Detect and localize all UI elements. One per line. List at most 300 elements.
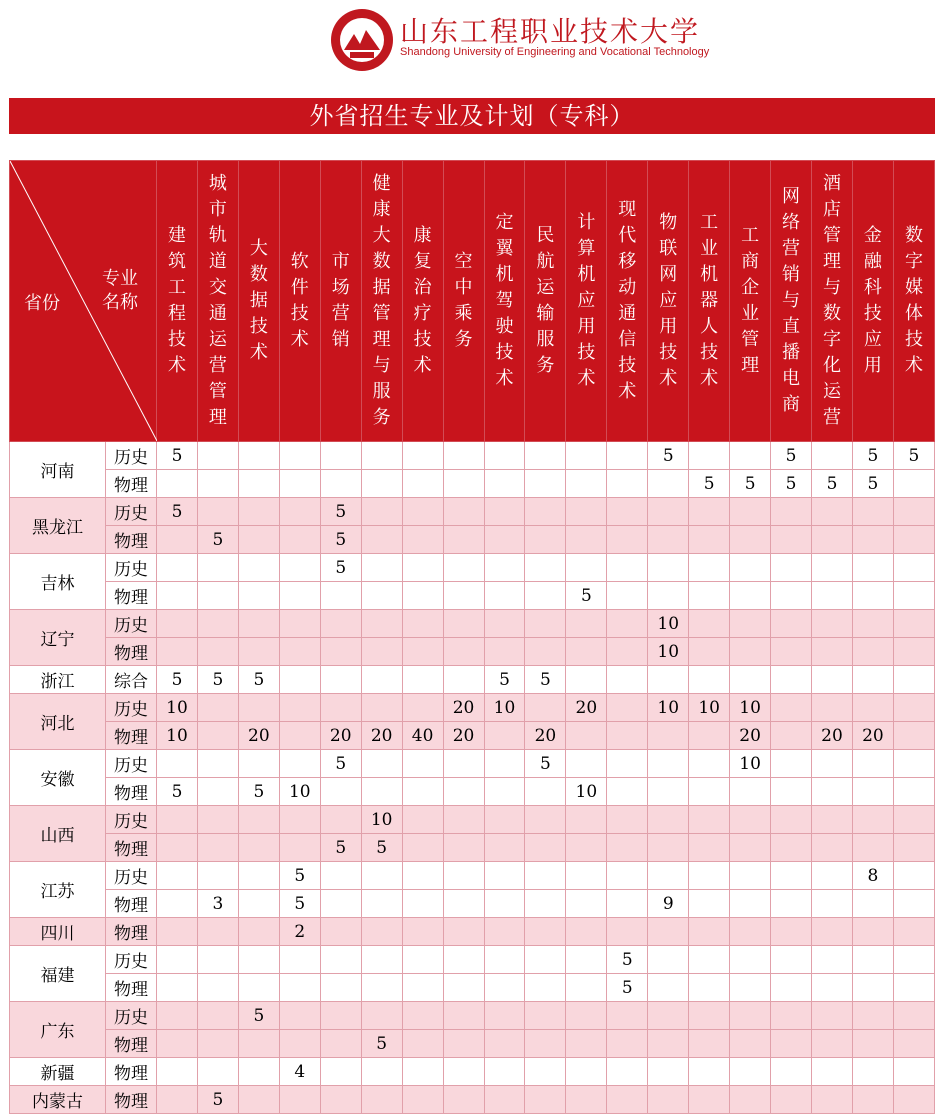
quota-cell [893,778,934,806]
quota-cell [730,974,771,1002]
quota-cell [443,1086,484,1114]
province-name: 黑龙江 [10,498,106,554]
subject-type: 物理 [106,526,157,554]
major-header-label: 网络营销与直播电商 [782,186,801,415]
quota-cell [771,778,812,806]
quota-cell [607,442,648,470]
quota-cell [607,862,648,890]
subject-type: 历史 [106,862,157,890]
province-name: 内蒙古 [10,1086,106,1114]
quota-cell [279,694,320,722]
table-row [10,974,935,1002]
quota-cell [893,862,934,890]
quota-cell [607,610,648,638]
quota-cell [157,610,198,638]
quota-cell [648,498,689,526]
quota-cell: 5 [607,974,648,1002]
quota-cell [566,638,607,666]
quota-cell: 5 [525,666,566,694]
quota-cell [320,1086,361,1114]
quota-cell [443,1002,484,1030]
quota-cell [607,722,648,750]
quota-cell [320,442,361,470]
quota-cell [730,666,771,694]
quota-cell [893,638,934,666]
quota-cell [648,750,689,778]
quota-cell [484,554,525,582]
quota-cell [730,806,771,834]
quota-cell [484,442,525,470]
quota-cell [607,638,648,666]
quota-cell [402,442,443,470]
major-header-label: 软件技术 [290,251,309,350]
quota-cell: 10 [484,694,525,722]
quota-cell [812,834,853,862]
quota-cell [525,918,566,946]
quota-cell [607,694,648,722]
quota-cell: 5 [648,442,689,470]
quota-cell [566,1002,607,1030]
quota-cell [771,1030,812,1058]
quota-cell [893,1058,934,1086]
table-row [10,918,935,946]
quota-cell: 5 [157,498,198,526]
quota-cell [730,1030,771,1058]
quota-cell: 20 [238,722,279,750]
quota-cell [893,1086,934,1114]
quota-cell [279,834,320,862]
quota-cell [361,526,402,554]
quota-cell [566,834,607,862]
quota-cell [402,638,443,666]
major-header [361,161,402,442]
quota-cell [525,1030,566,1058]
quota-cell [157,526,198,554]
major-header [648,161,689,442]
quota-cell [238,498,279,526]
major-header-label: 金融科技应用 [863,225,882,376]
quota-cell [730,890,771,918]
quota-cell [607,582,648,610]
quota-cell [197,722,238,750]
quota-cell [607,1002,648,1030]
quota-cell [197,862,238,890]
quota-cell [852,694,893,722]
quota-cell [566,806,607,834]
quota-cell [893,890,934,918]
quota-cell: 5 [771,442,812,470]
quota-cell [157,918,198,946]
quota-cell [157,582,198,610]
quota-cell: 10 [730,694,771,722]
major-header [771,161,812,442]
quota-cell [443,1058,484,1086]
table-row [10,1002,935,1030]
table-row [10,806,935,834]
quota-cell [443,582,484,610]
quota-cell [730,442,771,470]
quota-cell [238,470,279,498]
quota-cell [689,750,730,778]
subject-type: 历史 [106,554,157,582]
major-header-label: 酒店管理与数字化运营 [822,173,841,428]
quota-cell [320,1002,361,1030]
quota-cell [566,974,607,1002]
quota-cell [402,778,443,806]
quota-cell [402,806,443,834]
quota-cell [852,610,893,638]
quota-cell [484,638,525,666]
quota-cell [771,638,812,666]
quota-cell [648,666,689,694]
quota-cell [812,666,853,694]
quota-cell [443,470,484,498]
major-header [893,161,934,442]
header-corner-cell [10,161,157,442]
table-row [10,778,935,806]
quota-cell [771,1002,812,1030]
quota-cell [648,526,689,554]
quota-cell [361,890,402,918]
quota-cell [771,834,812,862]
quota-cell [484,1058,525,1086]
quota-cell [771,554,812,582]
major-header-label: 民航运输服务 [536,225,555,376]
subject-type: 物理 [106,974,157,1002]
major-header-label: 康复治疗技术 [413,225,432,376]
quota-cell [484,806,525,834]
quota-cell [484,498,525,526]
quota-cell [730,1002,771,1030]
quota-cell [607,750,648,778]
quota-cell [771,610,812,638]
province-name: 福建 [10,946,106,1002]
quota-cell: 5 [320,554,361,582]
quota-cell [443,890,484,918]
quota-cell [566,946,607,974]
quota-cell [157,890,198,918]
university-name-en: Shandong University of Engineering and Vocational Technology [400,46,710,58]
major-header-label: 工商企业管理 [741,225,760,376]
quota-cell [402,918,443,946]
quota-cell [852,638,893,666]
quota-cell [893,666,934,694]
quota-cell: 10 [361,806,402,834]
quota-cell [812,1086,853,1114]
major-header [279,161,320,442]
quota-cell [361,442,402,470]
quota-cell [607,498,648,526]
quota-cell [812,946,853,974]
quota-cell: 20 [443,694,484,722]
quota-cell [648,1002,689,1030]
quota-cell [320,638,361,666]
quota-cell [689,918,730,946]
quota-cell [730,526,771,554]
subject-type: 物理 [106,638,157,666]
quota-cell [197,806,238,834]
quota-cell [157,470,198,498]
quota-cell [238,806,279,834]
quota-cell [157,1086,198,1114]
quota-cell: 5 [320,498,361,526]
quota-cell [812,638,853,666]
major-header [852,161,893,442]
quota-cell [607,890,648,918]
quota-cell [484,470,525,498]
quota-cell [238,442,279,470]
table-row [10,470,935,498]
major-header-label: 建筑工程技术 [167,225,186,376]
quota-cell [197,918,238,946]
quota-cell [689,1058,730,1086]
quota-cell [361,582,402,610]
quota-cell [525,806,566,834]
quota-cell [893,946,934,974]
quota-cell [852,974,893,1002]
province-name: 安徽 [10,750,106,806]
quota-cell [197,834,238,862]
quota-cell [812,778,853,806]
quota-cell [730,638,771,666]
subject-type: 物理 [106,778,157,806]
quota-cell [852,582,893,610]
quota-cell: 5 [852,442,893,470]
quota-cell: 5 [279,862,320,890]
quota-cell [484,974,525,1002]
quota-cell [484,610,525,638]
quota-cell: 5 [197,526,238,554]
major-header [402,161,443,442]
quota-cell [730,778,771,806]
quota-cell: 5 [320,834,361,862]
subject-type: 物理 [106,834,157,862]
quota-cell: 5 [771,470,812,498]
quota-cell [648,1030,689,1058]
quota-cell: 10 [648,610,689,638]
quota-cell [279,470,320,498]
major-header-label: 大数据技术 [249,238,268,363]
quota-cell [197,498,238,526]
quota-cell [361,610,402,638]
quota-cell [361,554,402,582]
quota-cell [893,526,934,554]
quota-cell [566,722,607,750]
quota-cell [771,946,812,974]
quota-cell [197,1030,238,1058]
quota-cell [238,582,279,610]
university-seal-icon [330,8,394,72]
quota-cell [607,470,648,498]
quota-cell [157,946,198,974]
quota-cell [402,470,443,498]
table-row [10,722,935,750]
quota-cell: 5 [566,582,607,610]
quota-cell [607,666,648,694]
quota-cell [525,582,566,610]
quota-cell [402,1002,443,1030]
quota-cell [525,470,566,498]
quota-cell [852,1002,893,1030]
quota-cell [771,666,812,694]
quota-cell: 5 [238,666,279,694]
province-name: 河北 [10,694,106,750]
quota-cell [689,442,730,470]
major-header [812,161,853,442]
subject-type: 历史 [106,498,157,526]
quota-cell [525,778,566,806]
quota-cell [402,498,443,526]
quota-cell [812,1030,853,1058]
quota-cell [361,974,402,1002]
quota-cell [238,638,279,666]
major-header [197,161,238,442]
quota-cell: 5 [157,778,198,806]
quota-cell [771,862,812,890]
quota-cell [279,722,320,750]
quota-cell: 10 [730,750,771,778]
quota-cell: 20 [361,722,402,750]
quota-cell [730,582,771,610]
quota-cell [689,526,730,554]
quota-cell [197,582,238,610]
quota-cell [484,722,525,750]
subject-type: 物理 [106,722,157,750]
quota-cell [771,750,812,778]
quota-cell: 20 [525,722,566,750]
quota-cell [402,610,443,638]
table-row [10,554,935,582]
quota-cell [279,498,320,526]
quota-cell [852,946,893,974]
quota-cell [279,610,320,638]
quota-cell [812,890,853,918]
quota-cell [730,554,771,582]
subject-type: 物理 [106,470,157,498]
quota-cell [361,778,402,806]
quota-cell [852,554,893,582]
subject-type: 历史 [106,750,157,778]
quota-cell [607,918,648,946]
quota-cell [402,554,443,582]
quota-cell: 5 [525,750,566,778]
quota-cell [320,918,361,946]
quota-cell [279,638,320,666]
quota-cell [238,526,279,554]
quota-cell [566,666,607,694]
quota-cell [893,498,934,526]
quota-cell: 10 [566,778,607,806]
quota-cell [443,1030,484,1058]
major-header-label: 城市轨道交通运营管理 [208,173,227,428]
quota-cell [852,834,893,862]
province-header-label: 省份 [24,293,60,314]
quota-cell [402,1086,443,1114]
quota-cell [320,610,361,638]
quota-cell [893,750,934,778]
major-header [484,161,525,442]
major-header [157,161,198,442]
quota-cell [402,862,443,890]
subject-type: 历史 [106,694,157,722]
quota-cell [402,1058,443,1086]
quota-cell [566,918,607,946]
quota-cell [238,1058,279,1086]
quota-cell [402,694,443,722]
quota-cell [689,1030,730,1058]
quota-cell [443,498,484,526]
quota-cell [771,974,812,1002]
page-header [0,0,938,90]
quota-cell [320,974,361,1002]
subject-type: 历史 [106,946,157,974]
province-name: 河南 [10,442,106,498]
quota-cell [443,442,484,470]
quota-cell [361,470,402,498]
quota-cell [197,442,238,470]
quota-cell: 5 [238,778,279,806]
subject-type: 历史 [106,806,157,834]
quota-cell [730,610,771,638]
quota-cell [689,554,730,582]
quota-cell [566,750,607,778]
quota-cell [607,778,648,806]
quota-cell [484,526,525,554]
province-name: 浙江 [10,666,106,694]
major-header-label: 定翼机驾驶技术 [495,212,514,389]
quota-cell [402,890,443,918]
quota-cell [648,554,689,582]
quota-cell [238,610,279,638]
major-header-label: 工业机器人技术 [700,212,719,389]
major-header-label: 计算机应用技术 [577,212,596,389]
quota-cell: 5 [157,666,198,694]
quota-cell [648,946,689,974]
quota-cell [566,1030,607,1058]
quota-cell [566,442,607,470]
quota-cell [566,498,607,526]
quota-cell [443,610,484,638]
quota-cell [525,890,566,918]
table-row [10,582,935,610]
quota-cell [443,918,484,946]
major-header [443,161,484,442]
table-row [10,1086,935,1114]
quota-cell [771,498,812,526]
quota-cell [689,498,730,526]
major-header-label: 专业名称 [102,268,138,313]
quota-cell [484,890,525,918]
quota-cell [771,1058,812,1086]
major-header-label: 现代移动通信技术 [618,199,637,402]
quota-cell: 3 [197,890,238,918]
quota-cell [157,554,198,582]
quota-cell [893,694,934,722]
quota-cell [157,834,198,862]
quota-cell [525,862,566,890]
quota-cell [852,526,893,554]
subject-type: 历史 [106,442,157,470]
quota-cell [812,526,853,554]
quota-cell [402,526,443,554]
table-row [10,1030,935,1058]
subject-type: 历史 [106,1002,157,1030]
quota-cell [893,1030,934,1058]
subject-type: 物理 [106,1030,157,1058]
major-header [689,161,730,442]
quota-cell [361,638,402,666]
quota-cell [852,750,893,778]
